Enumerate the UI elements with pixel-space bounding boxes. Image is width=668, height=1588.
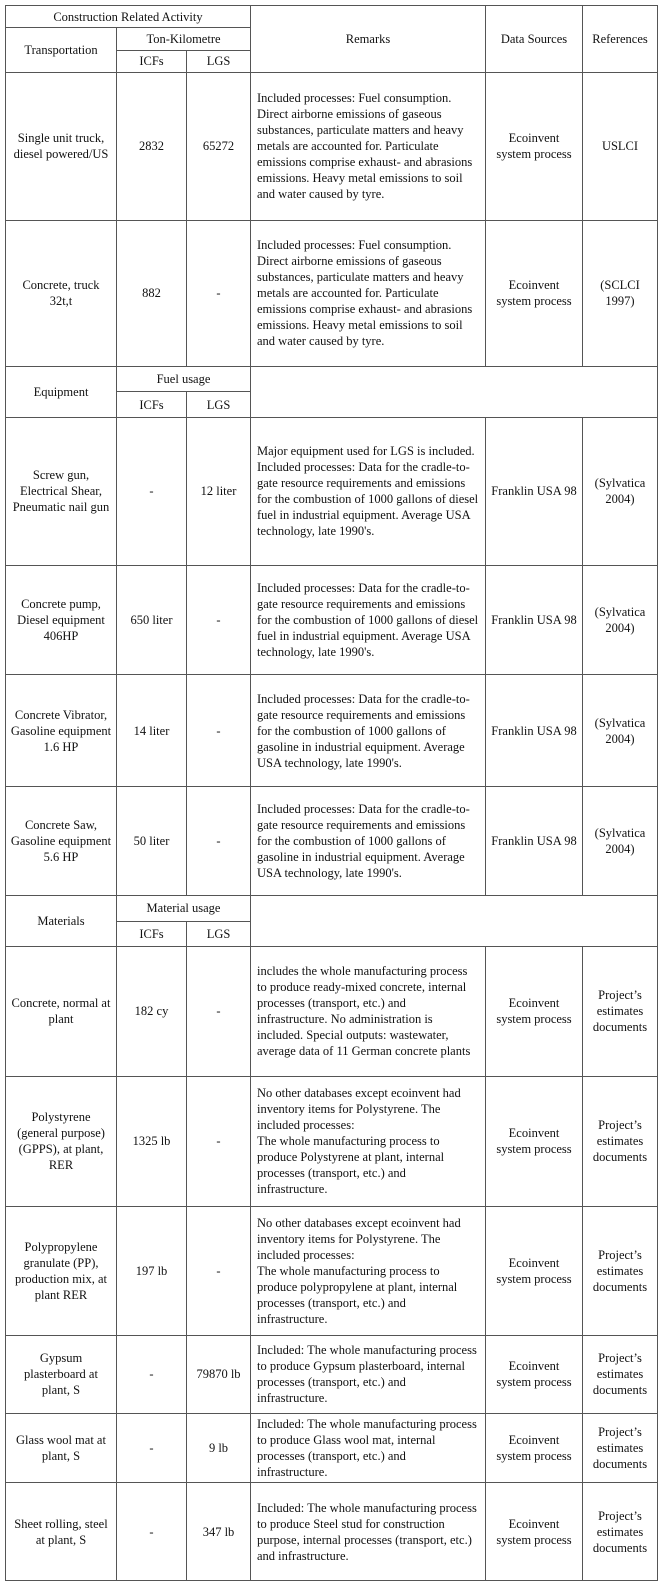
table-row	[6, 72, 658, 220]
remark-paragraph: The whole manufacturing process to produce Polystyrene at plant, internal processes (transport, etc.) and infrastructure.	[257, 1134, 445, 1197]
header-activity: Construction Related Activity	[6, 6, 251, 28]
lgs-value: -	[187, 675, 251, 787]
section-usage: Material usage	[117, 896, 251, 921]
activity-name: Polypropylene granulate (PP), production mix, at plant RER	[6, 1206, 117, 1336]
icfs-value: 50 liter	[117, 786, 187, 896]
data-source: Ecoinvent system process	[486, 1076, 583, 1206]
activity-name: Sheet rolling, steel at plant, S	[6, 1483, 117, 1581]
table-row	[6, 1413, 658, 1483]
activity-name: Concrete Vibrator, Gasoline equipment 1.6 HP	[6, 675, 117, 787]
data-source: Ecoinvent system process	[486, 1413, 583, 1483]
reference: Project’s estimates documents	[583, 1413, 658, 1483]
activity-name: Concrete Saw, Gasoline equipment 5.6 HP	[6, 786, 117, 896]
remark-paragraph: Included: The whole manufacturing process to produce Gypsum plasterboard, internal processes (transport, etc.) and infrastructure.	[257, 1343, 477, 1406]
icfs-value: 14 liter	[117, 675, 187, 787]
icfs-value: -	[117, 1483, 187, 1581]
section-usage: Fuel usage	[117, 366, 251, 391]
section-category: Equipment	[6, 366, 117, 417]
table-body	[6, 6, 658, 1581]
icfs-value: 197 lb	[117, 1206, 187, 1336]
remarks-cell	[251, 1413, 486, 1483]
remark-paragraph: includes the whole manufacturing process to produce ready-mixed concrete, internal processes (transport, etc.) and infrastructure. No administration is included. Special outputs: wastewater, average data of 11 German concrete plants	[257, 964, 471, 1059]
section-header-row	[6, 366, 658, 391]
column-icfs: ICFs	[117, 921, 187, 946]
table-row	[6, 417, 658, 565]
activity-name: Single unit truck, diesel powered/US	[6, 72, 117, 220]
remarks-cell	[251, 220, 486, 366]
data-source: Ecoinvent system process	[486, 1483, 583, 1581]
remark-paragraph: Included processes: Data for the cradle-to-gate resource requirements and emissions for the combustion of 1000 gallons of gasoline in industrial equipment. Average USA technology, late 1990's.	[257, 691, 470, 770]
lca-inventory-table	[5, 5, 658, 1581]
icfs-value: 2832	[117, 72, 187, 220]
icfs-value: 650 liter	[117, 565, 187, 675]
table-row	[6, 675, 658, 787]
data-source: Franklin USA 98	[486, 675, 583, 787]
section-category: Materials	[6, 896, 117, 947]
header-references: References	[583, 6, 658, 73]
lgs-value: -	[187, 220, 251, 366]
column-lgs: LGS	[187, 392, 251, 417]
remarks-cell	[251, 675, 486, 787]
activity-name: Concrete, truck 32t,t	[6, 220, 117, 366]
data-source: Franklin USA 98	[486, 565, 583, 675]
reference: Project’s estimates documents	[583, 1206, 658, 1336]
table-row	[6, 1206, 658, 1336]
reference: Project’s estimates documents	[583, 1483, 658, 1581]
remark-paragraph: Included processes: Fuel consumption. Direct airborne emissions of gaseous substances, particulate matters and heavy metals are accounted for. Particulate emissions comprise exhaust- and abrasions emissions. Heavy metal emissions to soil and water caused by tyre.	[257, 91, 473, 202]
remarks-cell	[251, 72, 486, 220]
column-icfs: ICFs	[117, 392, 187, 417]
section-blank	[251, 366, 658, 417]
icfs-value: 1325 lb	[117, 1076, 187, 1206]
table-row	[6, 565, 658, 675]
remarks-cell	[251, 1336, 486, 1413]
remark-paragraph: Included processes: Data for the cradle-to-gate resource requirements and emissions for the combustion of 1000 gallons of diesel fuel in industrial equipment. Average USA technology, late 1990's.	[257, 580, 479, 659]
remark-paragraph: No other databases except ecoinvent had inventory items for Polystyrene. The included processes:	[257, 1086, 461, 1133]
table-row	[6, 947, 658, 1077]
reference: (Sylvatica 2004)	[583, 675, 658, 787]
data-source: Ecoinvent system process	[486, 220, 583, 366]
header-remarks: Remarks	[251, 6, 486, 73]
table-row	[6, 1076, 658, 1206]
remarks-cell	[251, 786, 486, 896]
reference: (Sylvatica 2004)	[583, 786, 658, 896]
data-source: Franklin USA 98	[486, 786, 583, 896]
column-lgs: LGS	[187, 921, 251, 946]
icfs-value: -	[117, 1336, 187, 1413]
reference: USLCI	[583, 72, 658, 220]
column-lgs: LGS	[187, 50, 251, 72]
activity-name: Gypsum plasterboard at plant, S	[6, 1336, 117, 1413]
lgs-value: 65272	[187, 72, 251, 220]
reference: Project’s estimates documents	[583, 947, 658, 1077]
section-header-row	[6, 896, 658, 921]
table-row	[6, 1336, 658, 1413]
activity-name: Glass wool mat at plant, S	[6, 1413, 117, 1483]
activity-name: Polystyrene (general purpose) (GPPS), at plant, RER	[6, 1076, 117, 1206]
section-category: Transportation	[6, 28, 117, 73]
table-row	[6, 1483, 658, 1581]
remark-paragraph: Included: The whole manufacturing process to produce Glass wool mat, internal processes (transport, etc.) and infrastructure.	[257, 1416, 477, 1479]
icfs-value: -	[117, 417, 187, 565]
remarks-cell	[251, 417, 486, 565]
remark-paragraph: Included processes: Data for the cradle-to-gate resource requirements and emissions for the combustion of 1000 gallons of gasoline in industrial equipment. Average USA technology, late 1990's.	[257, 802, 470, 881]
lgs-value: -	[187, 1206, 251, 1336]
activity-name: Concrete pump, Diesel equipment 406HP	[6, 565, 117, 675]
lgs-value: -	[187, 1076, 251, 1206]
data-source: Ecoinvent system process	[486, 72, 583, 220]
remarks-cell	[251, 565, 486, 675]
lgs-value: -	[187, 786, 251, 896]
lgs-value: 79870 lb	[187, 1336, 251, 1413]
section-blank	[251, 896, 658, 947]
reference: (Sylvatica 2004)	[583, 417, 658, 565]
remarks-cell	[251, 1483, 486, 1581]
data-source: Ecoinvent system process	[486, 1206, 583, 1336]
lgs-value: 9 lb	[187, 1413, 251, 1483]
reference: (SCLCI 1997)	[583, 220, 658, 366]
header-row	[6, 6, 658, 28]
remark-paragraph: Included: The whole manufacturing process to produce Steel stud for construction purpose, internal processes (transport, etc.) and infrastructure.	[257, 1500, 477, 1563]
lgs-value: -	[187, 947, 251, 1077]
remarks-cell	[251, 1206, 486, 1336]
table-row	[6, 220, 658, 366]
lgs-value: 12 liter	[187, 417, 251, 565]
remark-paragraph: Included processes: Data for the cradle-to-gate resource requirements and emissions for the combustion of 1000 gallons of diesel fuel in industrial equipment. Average USA technology, late 1990's.	[257, 460, 479, 539]
activity-name: Screw gun, Electrical Shear, Pneumatic nail gun	[6, 417, 117, 565]
lgs-value: -	[187, 565, 251, 675]
reference: (Sylvatica 2004)	[583, 565, 658, 675]
remarks-cell	[251, 947, 486, 1077]
icfs-value: 882	[117, 220, 187, 366]
remark-paragraph: The whole manufacturing process to produce polypropylene at plant, internal processes (transport, etc.) and infrastructure.	[257, 1264, 458, 1327]
icfs-value: 182 cy	[117, 947, 187, 1077]
table-row	[6, 786, 658, 896]
remark-paragraph: No other databases except ecoinvent had inventory items for Polystyrene. The included processes:	[257, 1216, 461, 1263]
remark-paragraph: Major equipment used for LGS is included.	[257, 444, 475, 459]
icfs-value: -	[117, 1413, 187, 1483]
data-source: Franklin USA 98	[486, 417, 583, 565]
header-data-sources: Data Sources	[486, 6, 583, 73]
column-icfs: ICFs	[117, 50, 187, 72]
activity-name: Concrete, normal at plant	[6, 947, 117, 1077]
section-usage: Ton-Kilometre	[117, 28, 251, 50]
reference: Project’s estimates documents	[583, 1336, 658, 1413]
remarks-cell	[251, 1076, 486, 1206]
reference: Project’s estimates documents	[583, 1076, 658, 1206]
remark-paragraph: Included processes: Fuel consumption. Direct airborne emissions of gaseous substances, particulate matters and heavy metals are accounted for. Particulate emissions comprise exhaust- and abrasions emissions. Heavy metal emissions to soil and water caused by tyre.	[257, 238, 473, 349]
data-source: Ecoinvent system process	[486, 1336, 583, 1413]
data-source: Ecoinvent system process	[486, 947, 583, 1077]
lgs-value: 347 lb	[187, 1483, 251, 1581]
